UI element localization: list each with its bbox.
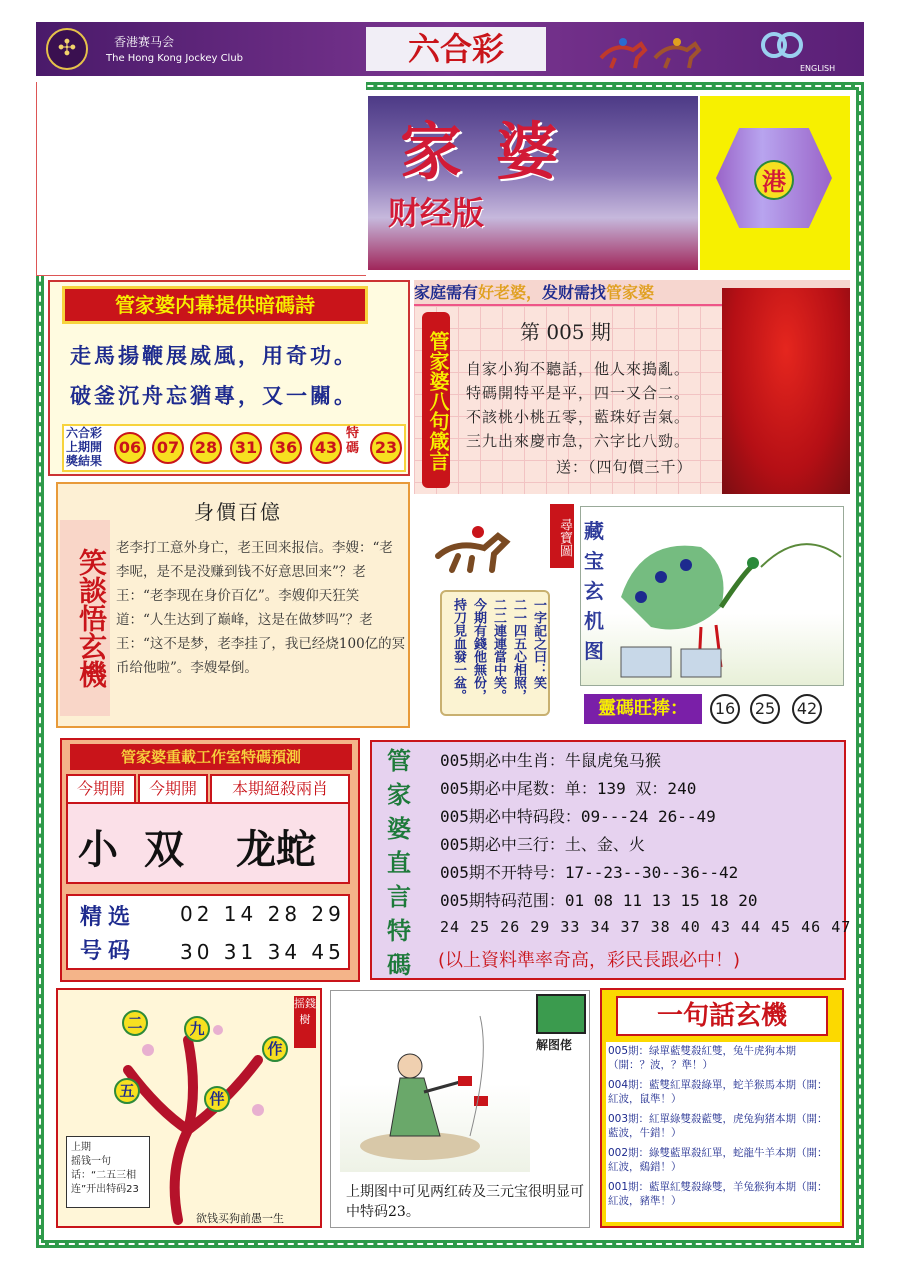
lantern-character: 港: [754, 160, 794, 200]
direct-tip-note: (以上資料準率奇高，彩民長跟必中！): [438, 950, 741, 971]
tree-caption: 欲钱买狗前愚一生: [196, 1212, 284, 1225]
hot-number: 16: [710, 694, 740, 724]
special-label: 特碼: [346, 426, 360, 456]
banner-title: 家婆: [400, 115, 593, 188]
prediction-col-1: 今期開: [66, 774, 136, 804]
tree-ball: 二: [122, 1010, 148, 1036]
english-link[interactable]: ENGLISH: [800, 64, 836, 73]
rings-logo-icon: [752, 30, 812, 60]
banner-subtitle: 财经版: [388, 194, 485, 232]
one-liner-title: 一句話玄機: [616, 996, 828, 1036]
poem-header: 管家婆内幕提供暗碼詩: [62, 286, 368, 324]
bride-image: [722, 288, 850, 494]
prediction-parity: 双: [144, 827, 184, 873]
direct-tip-line: 005期必中尾数：单：139 双：240: [440, 779, 697, 798]
joke-body: 老李打工意外身亡，老王回来报信。李嫂：“老李呢，是不是没赚到钱不好意思回来”？老王：“老李现在身价百亿”。李嫂仰天狂笑道：“人生达到了巅峰，这是在做梦吗”？老王：“这不是梦，老李挂了，我已经烧100亿的冥币给他啦”。李嫂晕倒。: [116, 540, 406, 676]
racehorses-icon: [595, 28, 715, 72]
picture-explainer-label: 解图佬: [536, 1038, 573, 1052]
issue-number: 第 005 期: [520, 320, 611, 344]
result-ball: 36: [270, 432, 302, 464]
result-ball: 07: [152, 432, 184, 464]
poem-line-1: 走馬揚鞭展威風，用奇功。: [70, 343, 358, 368]
peacock-image: [580, 506, 844, 686]
poem-line-2: 破釜沉舟忘猶專，又一關。: [70, 383, 358, 408]
picture-explainer-icon: [536, 994, 586, 1034]
tree-ball: 九: [184, 1016, 210, 1042]
prediction-header: 管家婆重載工作室特碼預測: [70, 744, 352, 770]
joke-title: 身價百億: [194, 500, 282, 524]
sentence-line: 送：（四句價三千）: [556, 458, 693, 476]
scroll-line: 二一四五心相照，: [511, 598, 526, 702]
header-part-b: 好老婆，: [478, 283, 543, 302]
scholar-icon: [340, 996, 530, 1172]
tree-note-title: 上期: [71, 1142, 91, 1153]
club-name-en: The Hong Kong Jockey Club: [106, 53, 244, 64]
header-part-c: 发财需找: [542, 283, 607, 302]
scroll-line: 今期有錢他無份，: [471, 598, 486, 702]
direct-tip-line: 005期必中生肖：牛鼠虎兔马猴: [440, 751, 661, 770]
result-ball: 28: [190, 432, 222, 464]
result-ball: 43: [310, 432, 342, 464]
sentence-line: 三九出來慶市急，六字比八勁。: [466, 432, 691, 450]
selected-numbers-row: 30 31 34 45: [180, 940, 345, 964]
tree-hint-note: [66, 1136, 150, 1208]
jockey-horse-icon: [432, 522, 524, 574]
result-ball: 31: [230, 432, 262, 464]
direct-tip-numbers: 24 25 26 29 33 34 37 38 40 43 44 45 46 47: [440, 918, 852, 936]
club-name-cn: 香港赛马会: [114, 35, 175, 49]
results-label: 六合彩上期開獎結果: [66, 426, 103, 468]
hot-numbers-label: 靈碼旺捧：: [584, 694, 702, 724]
blank-panel: [36, 82, 366, 276]
one-liner-item: 003期：紅單綠雙殺藍雙，虎兔狗猪本期（開：藍波，牛錯！）: [608, 1113, 828, 1139]
header-part-d: 管家婆: [606, 283, 655, 302]
treasure-map-title: 藏宝玄机图: [584, 519, 604, 663]
special-ball: 23: [370, 432, 402, 464]
hot-number: 42: [792, 694, 822, 724]
eight-sentence-vertical-title: 管家婆八句箴言: [422, 312, 450, 488]
one-liner-item: 001期：藍單紅雙殺綠雙，羊兔猴狗本期（開：紅波，豬準！）: [608, 1181, 828, 1207]
one-liner-item: 005期：绿單藍雙殺紅雙，兔牛虎狗本期（開：？波，？準！）: [608, 1045, 797, 1071]
selected-numbers-row: 02 14 28 29: [180, 902, 345, 926]
prediction-size: 小: [78, 827, 118, 873]
tree-ball: 伴: [204, 1086, 230, 1112]
direct-tip-line: 005期必中特码段：09---24 26--49: [440, 807, 716, 826]
one-liner-item: 002期：綠雙藍單殺紅單，蛇龍牛羊本期（開：紅波，鷄錯！）: [608, 1147, 828, 1173]
scroll-line: 二二連連當中笑。: [491, 598, 506, 702]
joke-side-title: 笑談悟玄機: [60, 520, 110, 716]
direct-tip-line: 005期特码范围：01 08 11 13 15 18 20: [440, 891, 758, 910]
lottery-title[interactable]: 六合彩: [366, 27, 546, 71]
picture-caption: 上期图中可见两红砖及三元宝很明显可中特码23。: [346, 1184, 584, 1220]
money-tree-tag: 摇錢樹: [294, 996, 316, 1048]
prediction-col-3: 本期絕殺兩肖: [210, 774, 350, 804]
sentence-line: 特碼開特平是平，四一又合二。: [466, 384, 691, 402]
tree-ball: 五: [114, 1078, 140, 1104]
result-ball: 06: [114, 432, 146, 464]
scroll-line: 持刀見血發一盆。: [451, 598, 466, 702]
scroll-line: 一字記之曰：笑: [531, 598, 546, 689]
sentence-line: 自家小狗不聽話，他人來搗亂。: [466, 360, 691, 378]
prediction-col-2: 今期開: [138, 774, 208, 804]
seek-treasure-label: 尋寶圖: [550, 504, 574, 568]
hot-number: 25: [750, 694, 780, 724]
direct-tips-side-title: 管家婆直言特碼: [387, 746, 411, 979]
tree-ball: 作: [262, 1036, 288, 1062]
selected-numbers-label: 精选号码: [80, 904, 137, 964]
tree-note-body: 摇钱一句话：“二五三相连”开出特码23: [71, 1156, 139, 1195]
prediction-killed-zodiac: 龙蛇: [236, 827, 316, 873]
jockey-club-logo-icon[interactable]: ✣: [46, 28, 88, 70]
scholar-illustration: [340, 996, 530, 1172]
peacock-icon: [581, 507, 845, 687]
one-liner-item: 004期：藍雙紅單殺綠單，蛇羊猴馬本期（開：紅波，鼠準！）: [608, 1079, 828, 1105]
direct-tip-line: 005期不开特号：17--23--30--36--42: [440, 863, 739, 882]
sentence-line: 不該桃小桃五零，藍珠好吉氣。: [466, 408, 691, 426]
direct-tip-line: 005期必中三行：土、金、火: [440, 835, 645, 854]
header-part-a: 家庭需有: [414, 283, 479, 302]
